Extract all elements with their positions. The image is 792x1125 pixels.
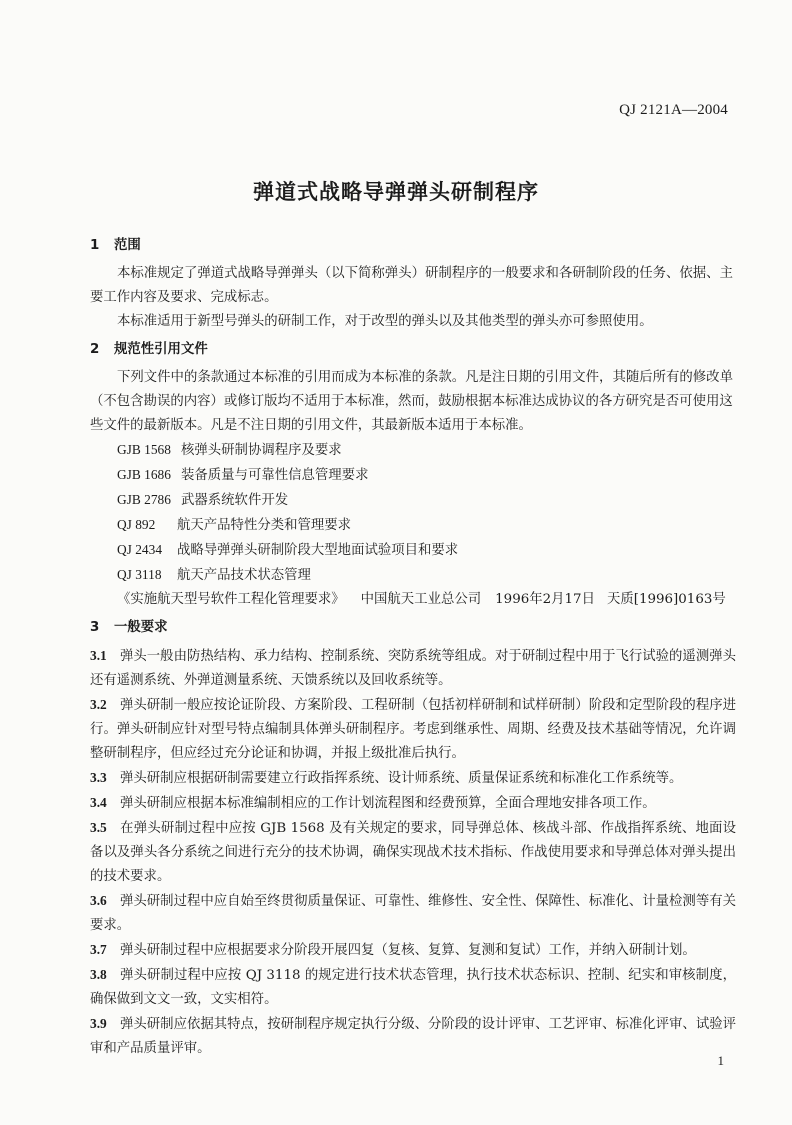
section-title: 范围 (114, 238, 141, 253)
reference-code: QJ 892 (117, 517, 156, 532)
section-number: 3 (90, 620, 100, 635)
clause-text: 弹头研制一般应按论证阶段、方案阶段、工程研制（包括初样研制和试样研制）阶段和定型阶段的程序进行。弹头研制应针对型号特点编制具体弹头研制程序。考虑到继承性、周期、经费及技术基础等情况，允许调整研制程序，但应经过充分论证和协调，并报上级批准后执行。 (90, 698, 736, 761)
document-title: 弹道式战略导弹弹头研制程序 (253, 180, 539, 204)
clause-text: 弹头一般由防热结构、承力结构、控制系统、突防系统等组成。对于研制过程中用于飞行试验的遥测弹头还有遥测系统、外弹道测量系统、天馈系统以及回收系统等。 (90, 649, 736, 688)
clause-number: 3.5 (90, 820, 107, 835)
clause-number: 3.4 (90, 795, 107, 810)
clause-number: 3.3 (90, 770, 107, 785)
reference-item (90, 463, 736, 488)
standard-code: QJ 2121A—2004 (619, 102, 728, 118)
clause-number: 3.1 (90, 648, 107, 663)
section-number: 2 (90, 342, 100, 357)
section-heading-references (90, 338, 736, 362)
reference-code: GJB 1686 (117, 467, 171, 482)
clause-text: 弹头研制应依据其特点，按研制程序规定执行分级、分阶段的设计评审、工艺评审、标准化评审、试验评审和产品质量评审。 (90, 1017, 736, 1056)
clause-text: 弹头研制应根据本标准编制相应的工作计划流程图和经费预算，全面合理地安排各项工作。 (120, 796, 656, 811)
clause-number: 3.8 (90, 967, 107, 982)
reference-title: 航天产品技术状态管理 (177, 568, 311, 583)
clause-text: 在弹头研制过程中应按 GJB 1568 及有关规定的要求，同导弹总体、核战斗部、作战指挥系统、地面设备以及弹头各分系统之间进行充分的技术协调，确保实现战术技术指标、作战使用要求和导弹总体对弹头提出的技术要求。 (90, 821, 736, 884)
reference-title: 核弹头研制协调程序及要求 (181, 443, 342, 458)
reference-title: 装备质量与可靠性信息管理要求 (181, 468, 369, 483)
reference-item-extra (90, 588, 736, 612)
clause-text: 弹头研制过程中应自始至终贯彻质量保证、可靠性、维修性、安全性、保障性、标准化、计量检测等有关要求。 (90, 894, 736, 933)
clause-number: 3.2 (90, 697, 107, 712)
clause (90, 889, 736, 938)
clause (90, 816, 736, 889)
reference-item (90, 488, 736, 513)
section-number: 1 (90, 238, 100, 253)
reference-item (90, 513, 736, 538)
section-heading-scope (90, 234, 736, 258)
reference-item (90, 563, 736, 588)
clause-text: 弹头研制过程中应按 QJ 3118 的规定进行技术状态管理，执行技术状态标识、控制、纪实和审核制度，确保做到文文一致，文实相符。 (90, 968, 736, 1007)
reference-code: GJB 1568 (117, 442, 171, 457)
reference-code: QJ 2434 (117, 542, 163, 557)
clause (90, 1012, 736, 1061)
reference-org: 中国航天工业总公司 (360, 592, 482, 607)
section-title: 规范性引用文件 (114, 342, 208, 357)
clause-number: 3.9 (90, 1016, 107, 1031)
reference-title: 武器系统软件开发 (181, 493, 289, 508)
clause-text: 弹头研制过程中应根据要求分阶段开展四复（复核、复算、复测和复试）工作，并纳入研制计划。 (120, 943, 696, 958)
reference-title: 航天产品特性分类和管理要求 (177, 518, 352, 533)
clause-number: 3.7 (90, 942, 107, 957)
scope-paragraph: 本标准适用于新型号弹头的研制工作，对于改型的弹头以及其他类型的弹头亦可参照使用。 (117, 314, 653, 329)
reference-title: 战略导弹弹头研制阶段大型地面试验项目和要求 (177, 543, 459, 558)
reference-title: 《实施航天型号软件工程化管理要求》 (117, 592, 345, 607)
page-number: 1 (717, 1053, 724, 1068)
section-heading-general (90, 616, 736, 640)
clause (90, 644, 736, 693)
clause (90, 938, 736, 963)
clause (90, 693, 736, 766)
reference-date: 1996年2月17日 (495, 592, 595, 607)
clause-text: 弹头研制应根据研制需要建立行政指挥系统、设计师系统、质量保证系统和标准化工作系统等。 (120, 771, 683, 786)
clause (90, 766, 736, 791)
clause-number: 3.6 (90, 893, 107, 908)
scope-paragraph: 本标准规定了弹道式战略导弹弹头（以下简称弹头）研制程序的一般要求和各研制阶段的任务、依据、主要工作内容及要求、完成标志。 (90, 266, 733, 305)
reference-code: QJ 3118 (117, 567, 162, 582)
section-title: 一般要求 (114, 620, 168, 635)
reference-code: GJB 2786 (117, 492, 171, 507)
clause (90, 791, 736, 816)
references-intro: 下列文件中的条款通过本标准的引用而成为本标准的条款。凡是注日期的引用文件，其随后所有的修改单（不包含勘误的内容）或修订版均不适用于本标准，然而，鼓励根据本标准达成协议的各方研究是否可使用这些文件的最新版本。凡是不注日期的引用文件，其最新版本适用于本标准。 (90, 370, 733, 433)
reference-item (90, 438, 736, 463)
document-body (90, 234, 736, 1061)
clause (90, 963, 736, 1012)
reference-doc-number: 天质[1996]0163号 (606, 592, 726, 607)
reference-item (90, 538, 736, 563)
